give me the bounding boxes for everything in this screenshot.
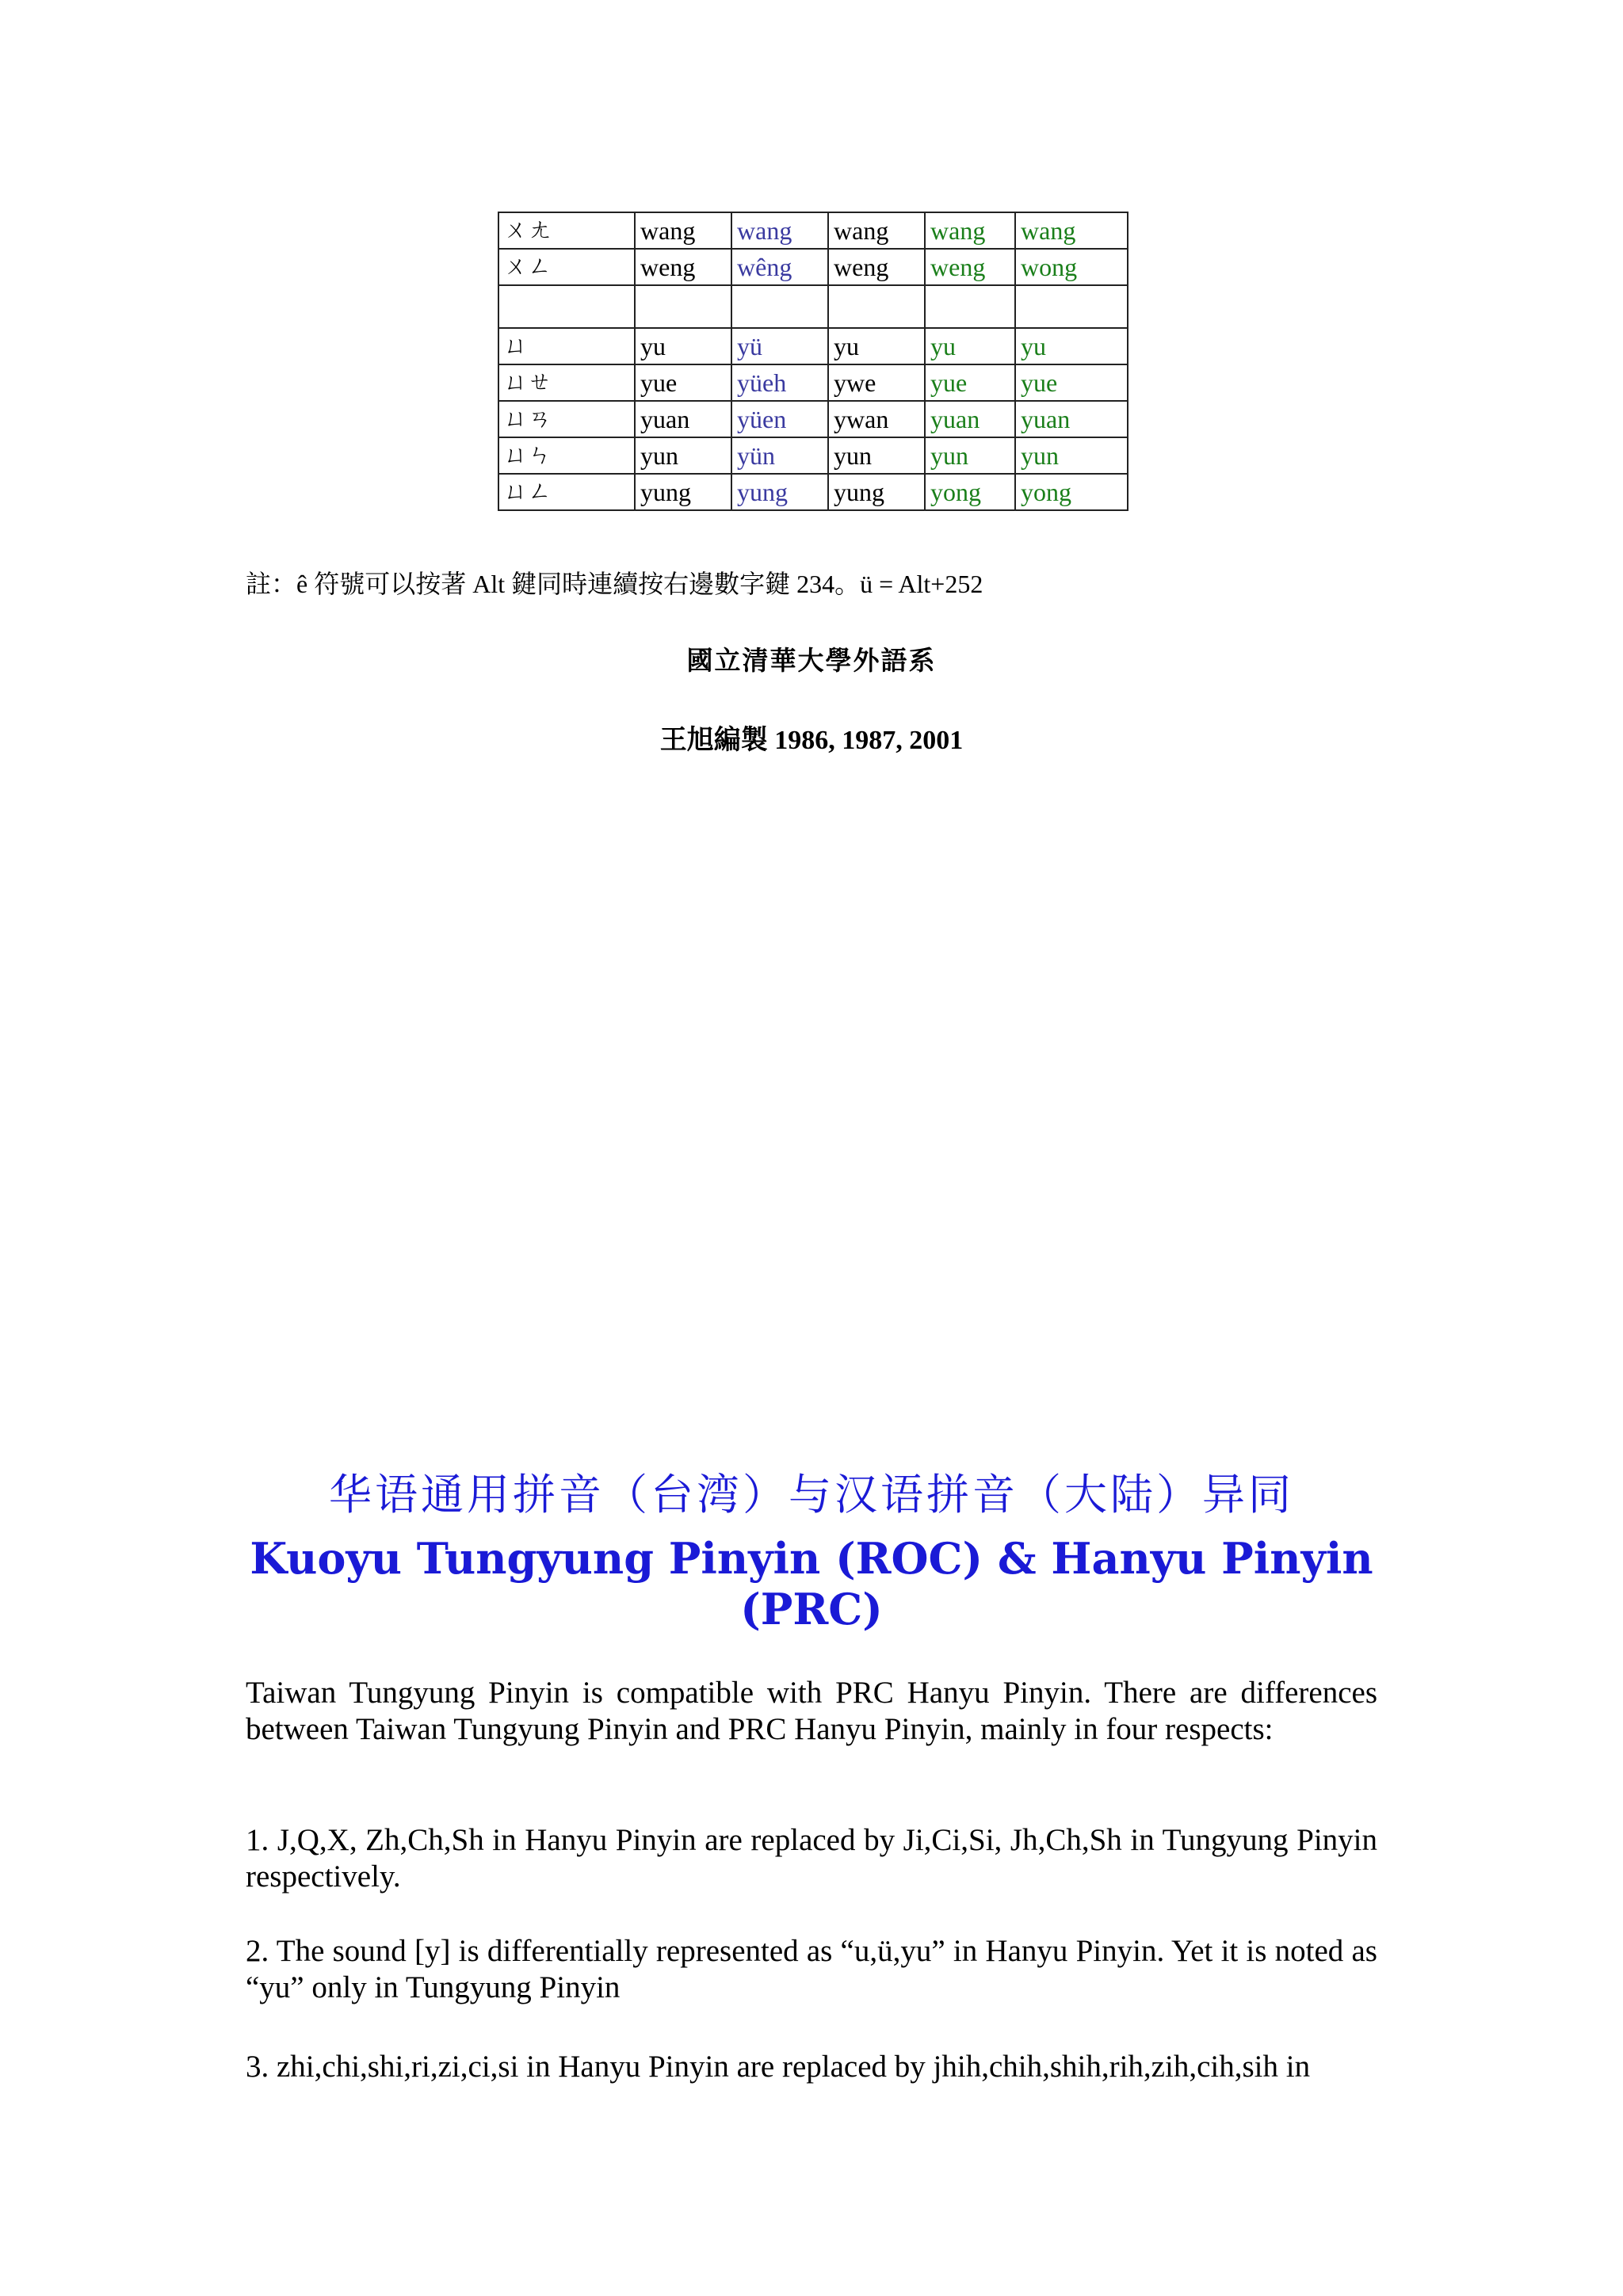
table-cell: yü	[731, 328, 828, 364]
table-cell: yu	[635, 328, 731, 364]
table-cell-zhuyin: ㄩㄝ	[498, 364, 635, 401]
table-row	[498, 328, 1128, 364]
romanization-table	[498, 212, 1128, 511]
table-cell: yu	[925, 328, 1015, 364]
table-cell	[828, 285, 925, 328]
table-cell: wang	[828, 212, 925, 249]
table-row	[498, 212, 1128, 249]
table-cell: yu	[828, 328, 925, 364]
table-cell: yong	[925, 474, 1015, 510]
table-cell: wang	[925, 212, 1015, 249]
difference-item-2: 2. The sound [y] is differentially represented as “u,ü,yu” in Hanyu Pinyin. Yet it is noted as “yu” only in Tungyung Pinyin	[246, 1934, 1377, 2004]
table-cell	[635, 285, 731, 328]
table-cell	[731, 285, 828, 328]
table-cell: yue	[925, 364, 1015, 401]
table-cell-zhuyin: ㄩ	[498, 328, 635, 364]
table-row	[498, 474, 1128, 510]
table-cell-zhuyin	[498, 285, 635, 328]
table-cell: ywan	[828, 401, 925, 437]
table-cell: wang	[635, 212, 731, 249]
difference-item-1: 1. J,Q,X, Zh,Ch,Sh in Hanyu Pinyin are replaced by Ji,Ci,Si, Jh,Ch,Sh in Tungyung Pinyin respectively.	[246, 1823, 1377, 1894]
table-cell: yung	[731, 474, 828, 510]
table-cell: yuan	[1015, 401, 1128, 437]
table-cell: yung	[828, 474, 925, 510]
table-cell: yue	[1015, 364, 1128, 401]
table-cell: wong	[1015, 249, 1128, 285]
table-cell: wêng	[731, 249, 828, 285]
table-row	[498, 401, 1128, 437]
table-cell: wang	[1015, 212, 1128, 249]
table-cell-zhuyin: ㄨㄥ	[498, 249, 635, 285]
table-cell: yun	[925, 437, 1015, 474]
table-cell: yun	[828, 437, 925, 474]
intro-paragraph: Taiwan Tungyung Pinyin is compatible with PRC Hanyu Pinyin. There are differences between Taiwan Tungyung Pinyin and PRC Hanyu Pinyin, mainly in four respects:	[246, 1676, 1377, 1746]
table-cell: yu	[1015, 328, 1128, 364]
table-cell: yüen	[731, 401, 828, 437]
table-cell	[1015, 285, 1128, 328]
table-row	[498, 249, 1128, 285]
table-cell: wang	[731, 212, 828, 249]
table-cell: weng	[925, 249, 1015, 285]
department-name: 國立清華大學外語系	[686, 645, 937, 676]
note-alt-codes: 註：ê 符號可以按著 Alt 鍵同時連續按右邊數字鍵 234。ü = Alt+252	[246, 570, 983, 598]
author-line: 王旭編製 1986, 1987, 2001	[659, 726, 964, 755]
table-cell: yuan	[635, 401, 731, 437]
table-body	[498, 212, 1128, 510]
table-cell-zhuyin: ㄩㄢ	[498, 401, 635, 437]
table-cell: yun	[1015, 437, 1128, 474]
table-cell: weng	[828, 249, 925, 285]
table-cell: ywe	[828, 364, 925, 401]
table-cell: yüeh	[731, 364, 828, 401]
table-cell: yong	[1015, 474, 1128, 510]
table-row	[498, 364, 1128, 401]
table-cell-zhuyin: ㄩㄣ	[498, 437, 635, 474]
table-cell: yung	[635, 474, 731, 510]
table-row	[498, 285, 1128, 328]
section-title-english: Kuoyu Tungyung Pinyin (ROC) & Hanyu Pinyin (PRC)	[250, 1533, 1373, 1634]
table-cell: yun	[635, 437, 731, 474]
table-cell-zhuyin: ㄩㄥ	[498, 474, 635, 510]
table-cell: yün	[731, 437, 828, 474]
difference-item-3: 3. zhi,chi,shi,ri,zi,ci,si in Hanyu Pinyin are replaced by jhih,chih,shih,rih,zih,cih,sih in	[246, 2050, 1311, 2084]
table-cell: weng	[635, 249, 731, 285]
table-cell: yue	[635, 364, 731, 401]
table-cell	[925, 285, 1015, 328]
table-cell-zhuyin: ㄨㄤ	[498, 212, 635, 249]
table-cell: yuan	[925, 401, 1015, 437]
section-title-chinese: 华语通用拼音（台湾）与汉语拼音（大陆）异同	[329, 1470, 1294, 1520]
table-row	[498, 437, 1128, 474]
